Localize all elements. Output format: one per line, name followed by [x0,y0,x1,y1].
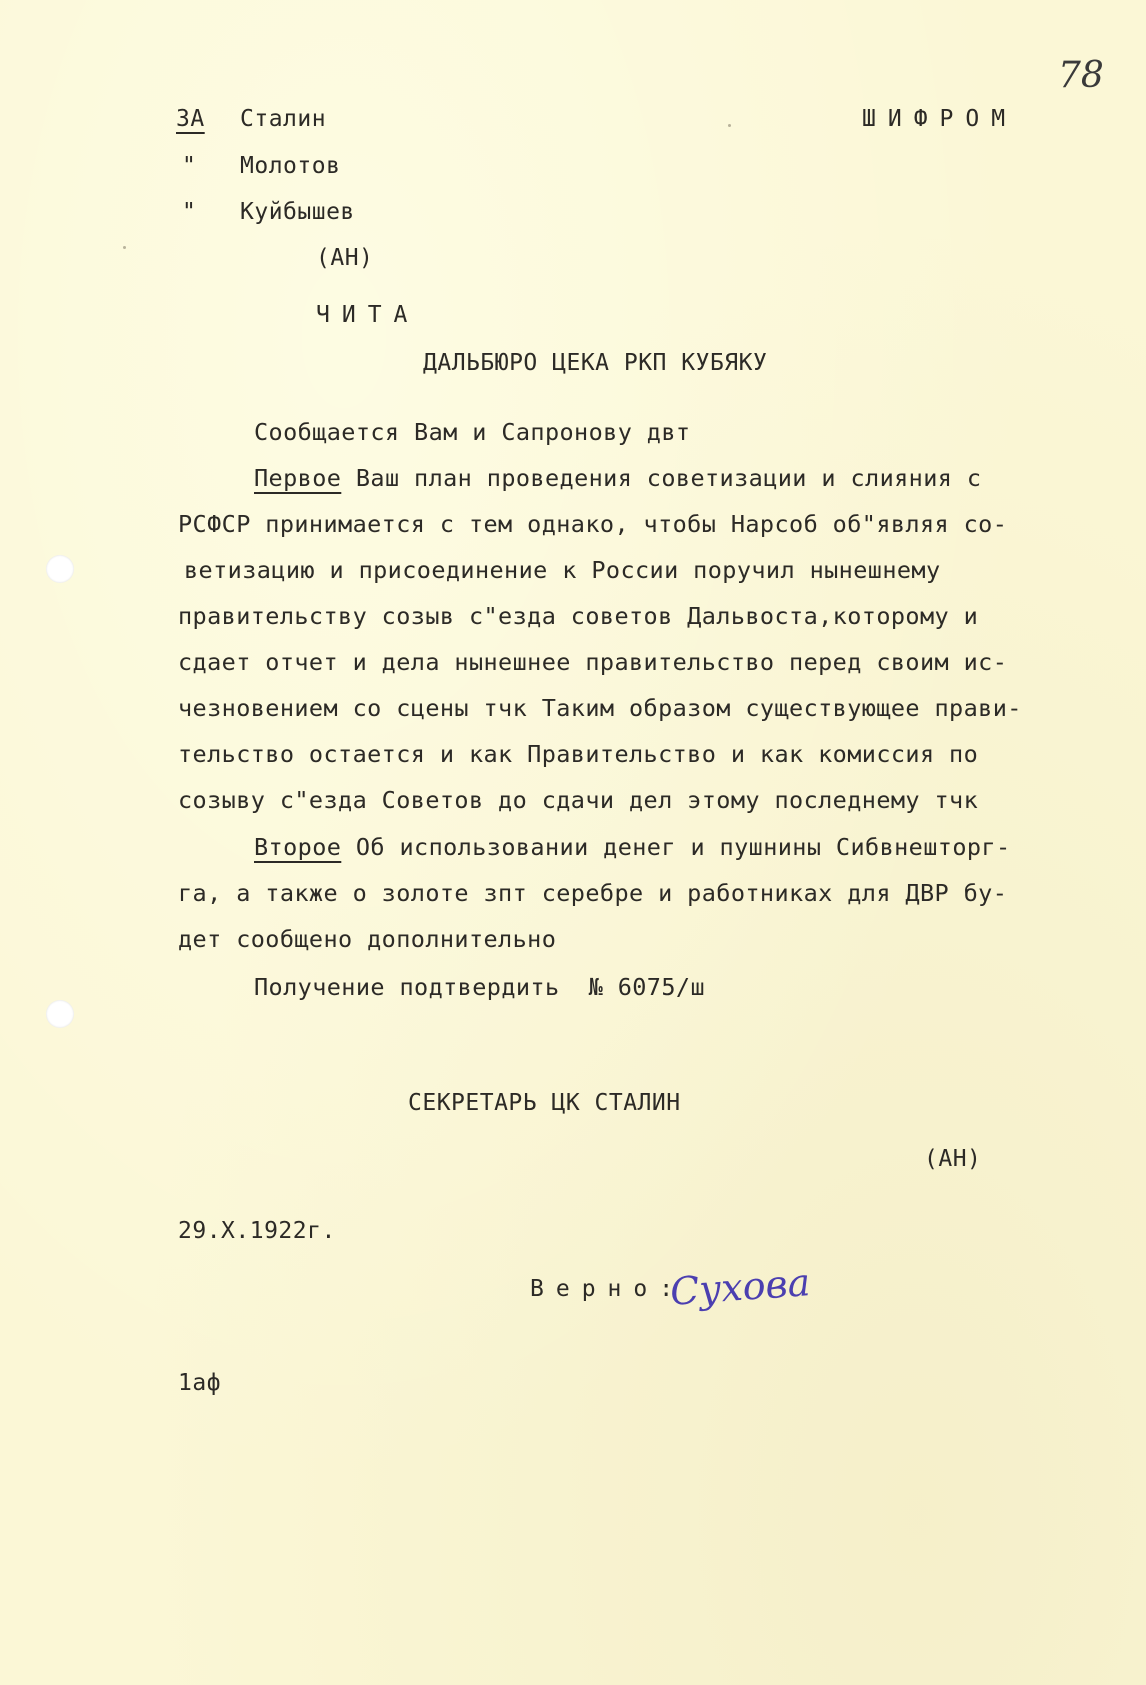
first-point-text: Ваш план проведения советизации и слияния с [341,464,982,492]
body-line: РСФСР принимается с тем однако, чтобы Нарсоб об"являя со- [178,510,1008,538]
address-recipient: ДАЛЬБЮРО ЦЕКА РКП КУБЯКУ [423,350,768,376]
signature-title: СЕКРЕТАРЬ ЦК СТАЛИН [408,1090,681,1116]
first-point-label: Первое [254,464,342,492]
signatory-kuibyshev: Куйбышев [240,199,355,225]
header-initials: (АН) [316,245,374,271]
body-line: ветизацию и присоединение к России поручил нынешнему [184,556,941,584]
punch-hole-bottom [46,1000,74,1028]
cipher-mark: ШИФРОМ [862,106,1018,132]
body-line: дет сообщено дополнительно [178,925,557,953]
verified-label: Верно: [530,1276,686,1302]
ditto-mark: " [182,199,197,225]
body-line: чезновением со сцены тчк Таким образом существующее прави- [178,694,1022,722]
paper-speck [728,124,731,127]
document-date: 29.Х.1922г. [178,1218,336,1244]
za-label: ЗА [176,106,205,132]
body-line [254,464,982,492]
second-point-label: Второе [254,833,342,861]
ditto-mark: " [182,153,197,179]
confirmation-line: Получение подтвердить № 6075/ш [254,973,705,1001]
signatory-stalin: Сталин [240,106,327,132]
body-line [254,833,1011,861]
page-number: 78 [1058,55,1104,96]
second-point-text: Об использовании денег и пушнины Сибвнешторг- [341,833,1011,861]
paper-speck [123,246,126,249]
body-line: тельство остается и как Правительство и как комиссия по [178,740,979,768]
opening-line: Сообщается Вам и Сапронову двт [254,418,691,446]
address-city: ЧИТА [316,302,420,328]
punch-hole-top [46,555,74,583]
signature-initials: (АН) [924,1146,982,1172]
verifier-signature: Сухова [668,1260,812,1314]
reference-code: 1аф [178,1370,222,1396]
body-line: правительству созыв с"езда советов Дальвоста,которому и [178,602,979,630]
body-line: га, а также о золоте зпт серебре и работниках для ДВР бу- [178,879,1008,907]
body-line: сдает отчет и дела нынешнее правительство перед своим ис- [178,648,1008,676]
signatory-molotov: Молотов [240,153,341,179]
body-line: созыву с"езда Советов до сдачи дел этому последнему тчк [178,786,979,814]
